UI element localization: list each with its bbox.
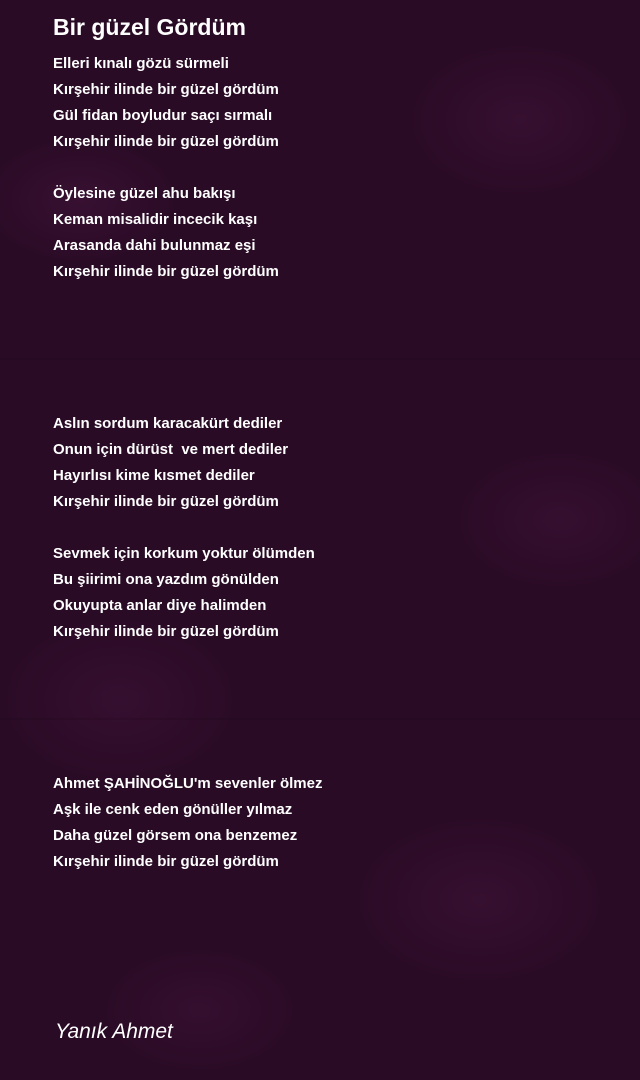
background-divider [0,358,640,360]
poem-line: Keman misalidir incecik kaşı [53,211,258,228]
stanza-4 [53,541,315,645]
poem-line: Elleri kınalı gözü sürmeli [53,55,229,72]
poem-line: Hayırlısı kime kısmet dediler [53,467,255,484]
poem-line: Kırşehir ilinde bir güzel gördüm [53,263,279,280]
poem-line: Kırşehir ilinde bir güzel gördüm [53,133,279,150]
stanza-3 [53,411,288,515]
poem-line: Ahmet ŞAHİNOĞLU'm sevenler ölmez [53,775,323,792]
poem-title: Bir güzel Gördüm [53,14,246,40]
stanza-2 [53,181,279,285]
poem-line: Onun için dürüst ve mert dediler [53,441,289,458]
background-divider [0,718,640,720]
poem-author: Yanık Ahmet [55,1020,173,1043]
poem-line: Kırşehir ilinde bir güzel gördüm [53,81,279,98]
poem-line: Öylesine güzel ahu bakışı [53,185,236,202]
poem-line: Kırşehir ilinde bir güzel gördüm [53,623,279,640]
poem-line: Kırşehir ilinde bir güzel gördüm [53,853,279,870]
poem-line: Kırşehir ilinde bir güzel gördüm [53,493,279,510]
stanza-5 [53,771,322,875]
poem-line: Arasanda dahi bulunmaz eşi [53,237,256,254]
poem-line: Bu şiirimi ona yazdım gönülden [53,571,279,588]
poem-line: Sevmek için korkum yoktur ölümden [53,545,315,562]
stanza-1 [53,51,279,155]
poem-line: Aşk ile cenk eden gönüller yılmaz [53,801,293,818]
poem-line: Aslın sordum karacakürt dediler [53,415,283,432]
poem-line: Gül fidan boyludur saçı sırmalı [53,107,273,124]
poem-line: Daha güzel görsem ona benzemez [53,827,298,844]
poem-line: Okuyupta anlar diye halimden [53,597,267,614]
